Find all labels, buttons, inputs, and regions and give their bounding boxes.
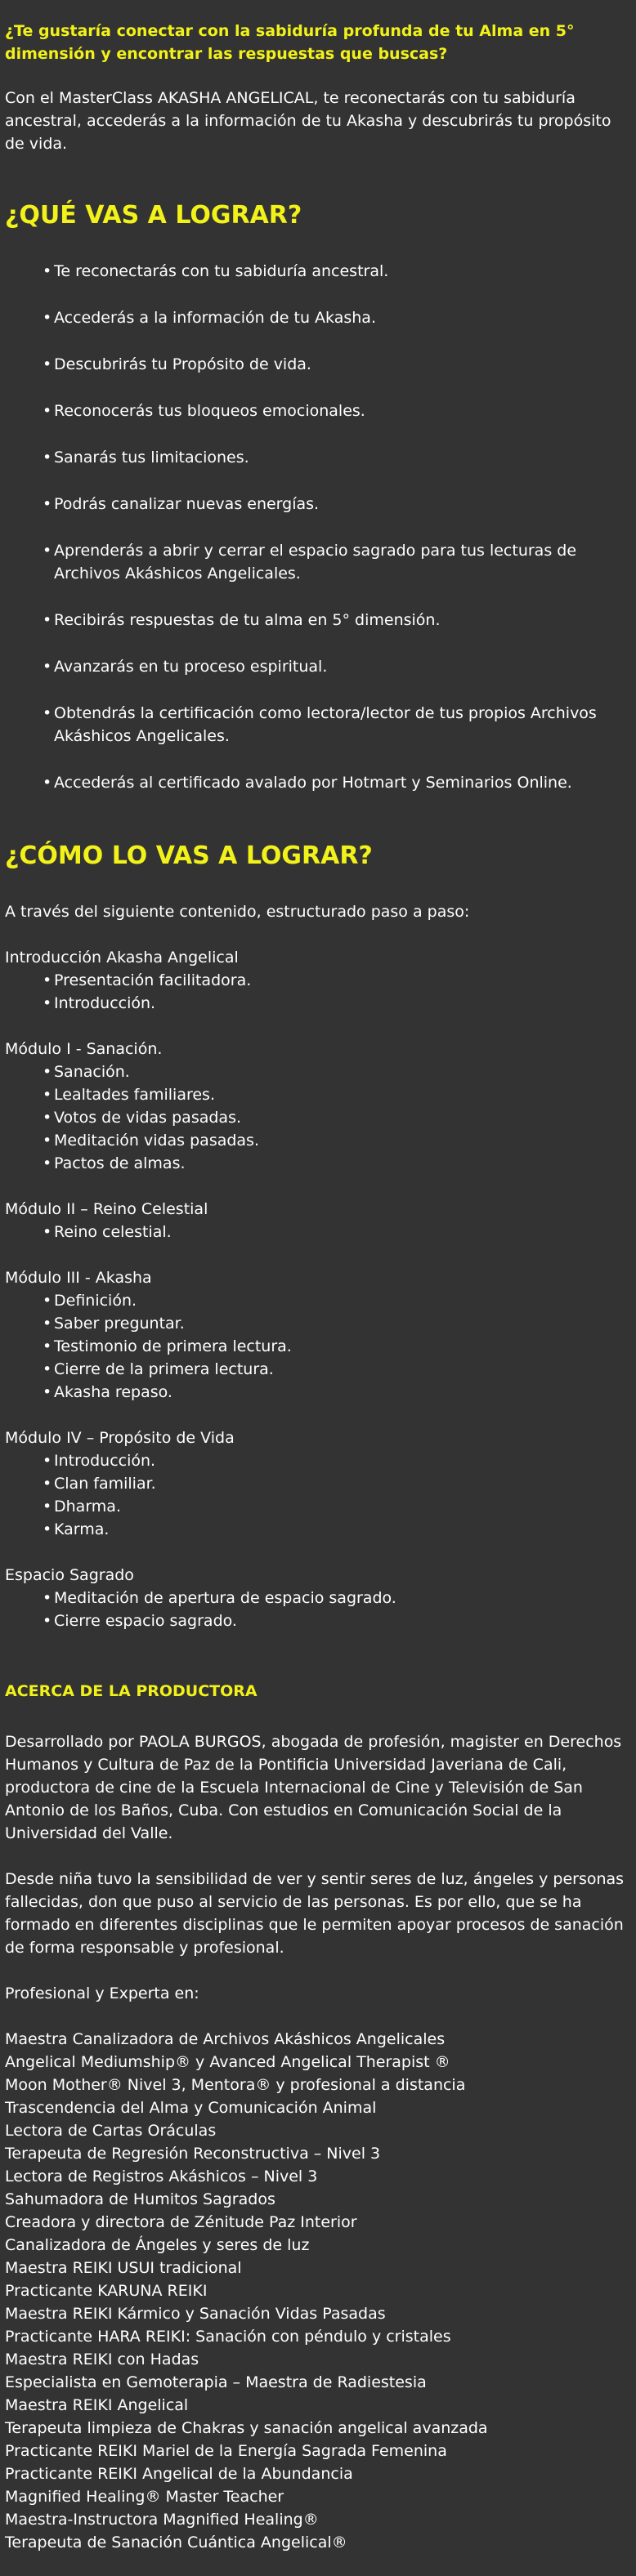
lesson-item: • Meditación vidas pasadas. (43, 1129, 631, 1152)
credential-item: Terapeuta de Regresión Reconstructiva – Nivel 3 (5, 2145, 381, 2163)
lesson-item: • Akasha repaso. (43, 1381, 631, 1404)
lesson-list (5, 1060, 631, 1175)
credential-item: Creadora y directora de Zénitude Paz Interior (5, 2213, 357, 2231)
credential-item: Magnified Healing® Master Teacher (5, 2488, 284, 2506)
goal-item: • Accederás al certificado avalado por Hotmart y Seminarios Online. (43, 771, 631, 794)
credentials-list (5, 2028, 631, 2554)
module-title: Módulo II – Reino Celestial (5, 1200, 208, 1218)
module-block (5, 1426, 631, 1541)
lesson-item: • Karma. (43, 1518, 631, 1541)
credential-item: Maestra REIKI Angelical (5, 2396, 189, 2414)
lesson-item: • Introducción. (43, 1449, 631, 1472)
module-title: Introducción Akasha Angelical (5, 949, 239, 967)
credential-item: Especialista en Gemoterapia – Maestra de Radiestesia (5, 2373, 427, 2391)
credential-item: Maestra REIKI USUI tradicional (5, 2259, 242, 2277)
goal-item: • Te reconectarás con tu sabiduría ancestral. (43, 260, 631, 283)
lesson-item: • Reino celestial. (43, 1221, 631, 1243)
credential-item: Lectora de Cartas Oráculas (5, 2122, 217, 2140)
credential-item: Maestra REIKI Kármico y Sanación Vidas Pasadas (5, 2305, 386, 2323)
lesson-item: • Lealtades familiares. (43, 1083, 631, 1106)
goal-item: • Obtendrás la certificación como lectora/lector de tus propios Archivos Akáshicos Angelicales. (43, 702, 631, 748)
credential-item: Trascendencia del Alma y Comunicación Animal (5, 2099, 377, 2117)
goal-item: • Recibirás respuestas de tu alma en 5° dimensión. (43, 609, 631, 632)
goal-item: • Accederás a la información de tu Akasha. (43, 306, 631, 329)
goal-item: • Descubrirás tu Propósito de vida. (43, 353, 631, 376)
credential-item: Maestra-Instructora Magnified Healing® (5, 2511, 319, 2529)
credential-item: Canalizadora de Ángeles y seres de luz (5, 2236, 310, 2254)
credential-item: Terapeuta de Sanación Cuántica Angelical® (5, 2534, 347, 2551)
goal-item: • Reconocerás tus bloqueos emocionales. (43, 400, 631, 422)
credential-item: Angelical Mediumship® y Avanced Angelical Therapist ® (5, 2053, 450, 2071)
lesson-item: • Testimonio de primera lectura. (43, 1335, 631, 1358)
lesson-item: • Clan familiar. (43, 1472, 631, 1495)
course-modules (5, 946, 631, 1632)
lesson-item: • Cierre espacio sagrado. (43, 1609, 631, 1632)
credentials-intro: Profesional y Experta en: (5, 1984, 199, 2002)
goal-item: • Podrás canalizar nuevas energías. (43, 493, 631, 516)
module-block (5, 946, 631, 1015)
lesson-item: • Introducción. (43, 992, 631, 1015)
module-block (5, 1038, 631, 1175)
lesson-item: • Votos de vidas pasadas. (43, 1106, 631, 1129)
goals-heading: ¿QUÉ VAS A LOGRAR? (5, 201, 302, 230)
lesson-item: • Pactos de almas. (43, 1152, 631, 1175)
goals-list (5, 260, 631, 794)
lesson-item: • Cierre de la primera lectura. (43, 1358, 631, 1381)
credential-item: Practicante REIKI Angelical de la Abundancia (5, 2465, 353, 2483)
module-block (5, 1266, 631, 1404)
credential-item: Maestra REIKI con Hadas (5, 2351, 199, 2368)
credential-item: Practicante KARUNA REIKI (5, 2282, 208, 2300)
how-intro: A través del siguiente contenido, estructurado paso a paso: (5, 903, 470, 921)
lesson-list (5, 1449, 631, 1541)
goal-item: • Avanzarás en tu proceso espiritual. (43, 655, 631, 678)
credential-item: Sahumadora de Humitos Sagrados (5, 2190, 275, 2208)
module-title: Módulo IV – Propósito de Vida (5, 1429, 235, 1447)
lesson-item: • Sanación. (43, 1060, 631, 1083)
hero-question: ¿Te gustaría conectar con la sabiduría profunda de tu Alma en 5° dimensión y encontrar las respuestas que buscas? (5, 22, 575, 63)
lesson-list (5, 1289, 631, 1404)
lesson-list (5, 1587, 631, 1632)
lesson-item: • Definición. (43, 1289, 631, 1312)
lesson-item: • Dharma. (43, 1495, 631, 1518)
module-title: Módulo I - Sanación. (5, 1040, 163, 1058)
module-title: Espacio Sagrado (5, 1566, 134, 1584)
module-block (5, 1198, 631, 1243)
lesson-item: • Saber preguntar. (43, 1312, 631, 1335)
lesson-item: • Meditación de apertura de espacio sagrado. (43, 1587, 631, 1609)
goal-item: • Sanarás tus limitaciones. (43, 446, 631, 469)
credential-item: Terapeuta limpieza de Chakras y sanación angelical avanzada (5, 2419, 488, 2437)
lesson-item: • Presentación facilitadora. (43, 969, 631, 992)
producer-bio-1: Desarrollado por PAOLA BURGOS, abogada de profesión, magister en Derechos Humanos y Cultura de Paz de la Pontificia Universidad Javeriana de Cali, productora de cine de la Escuela Internacional de Cine y Televisión de San Antonio de los Baños, Cuba. Con estudios en Comunicación Social de la Universidad del Valle. (5, 1733, 622, 1842)
lesson-list (5, 1221, 631, 1243)
credential-item: Moon Mother® Nivel 3, Mentora® y profesional a distancia (5, 2076, 466, 2094)
goal-item: • Aprenderás a abrir y cerrar el espacio sagrado para tus lecturas de Archivos Akáshicos Angelicales. (43, 539, 631, 585)
module-block (5, 1564, 631, 1632)
producer-bio-2: Desde niña tuvo la sensibilidad de ver y sentir seres de luz, ángeles y personas fallecidas, don que puso al servicio de las personas. Es por ello, que se ha formado en diferentes disciplinas que le permiten apoyar procesos de sanación de forma responsable y profesional. (5, 1870, 625, 1957)
credential-item: Maestra Canalizadora de Archivos Akáshicos Angelicales (5, 2030, 446, 2048)
module-title: Módulo III - Akasha (5, 1269, 152, 1287)
credential-item: Lectora de Registros Akáshicos – Nivel 3 (5, 2168, 318, 2185)
how-heading: ¿CÓMO LO VAS A LOGRAR? (5, 842, 373, 870)
credential-item: Practicante HARA REIKI: Sanación con péndulo y cristales (5, 2328, 451, 2346)
credential-item: Practicante REIKI Mariel de la Energía Sagrada Femenina (5, 2442, 447, 2460)
hero-intro: Con el MasterClass AKASHA ANGELICAL, te reconectarás con tu sabiduría ancestral, accederás a la información de tu Akasha y descubrirás tu propósito de vida. (5, 89, 611, 153)
producer-heading: ACERCA DE LA PRODUCTORA (5, 1682, 258, 1700)
lesson-list (5, 969, 631, 1015)
